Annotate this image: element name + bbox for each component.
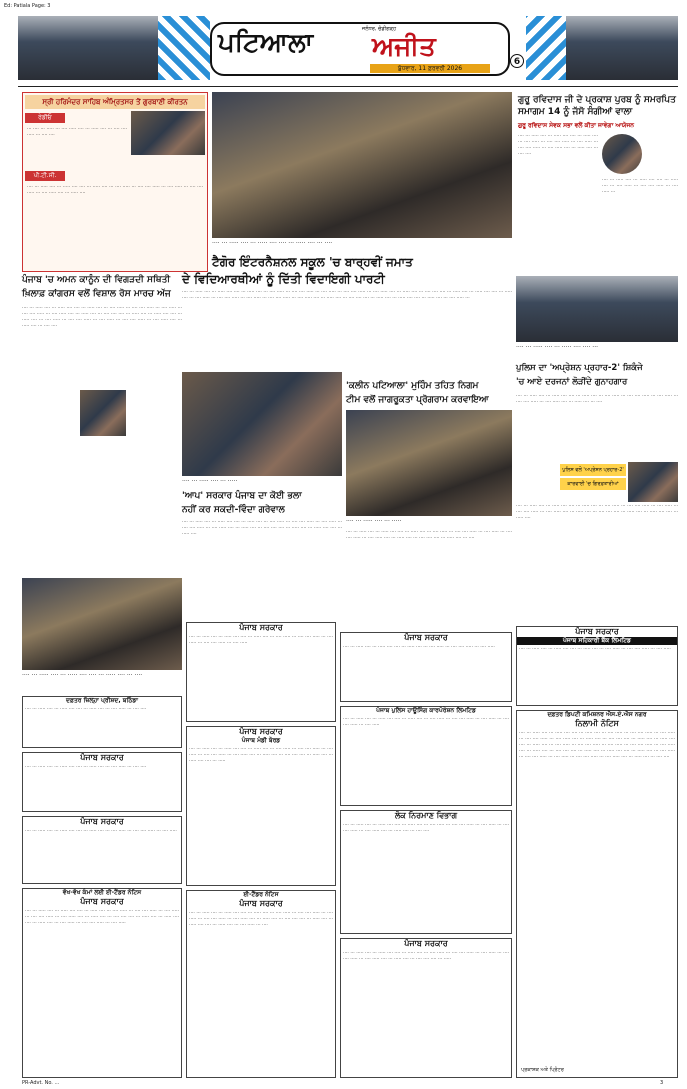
- ad-punjab-5-title: ਪੰਜਾਬ ਸਰਕਾਰ: [404, 939, 448, 948]
- ad-tender: ਵੱਖ-ਵੱਖ ਕੰਮਾਂ ਲਈ ਈ-ਟੈਂਡਰ ਨੋਟਿਸ ਪੰਜਾਬ ਸਰਕਾਰ ···· ··· ····· ···· ··· ····· ···· ···· ··· ····· ···· ··· ···· ····· ··· ···· ···· ····· ··· ···· ····· ··· ···· ···· ····· ··· ···· ····· ···· ··· ····· ···· ··· ···· ···· ···· ··· ····· ···· ··· ····· ···· ···· ··· ····· ···· ··· ···· ····· ··· ···· ···· ····· ··· ···· ·····: [22, 888, 182, 1078]
- ad-praja-title: ਪੰਜਾਬ ਪੁਲਿਸ ਹਾਊਸਿੰਗ ਕਾਰਪੋਰੇਸ਼ਨ ਲਿਮਟਿਡ: [376, 707, 476, 714]
- title-box: [210, 22, 510, 76]
- ad-punjab-1: ਪੰਜਾਬ ਸਰਕਾਰ ···· ··· ····· ···· ··· ····· ···· ···· ··· ····· ···· ··· ···· ····· ··· ···· ····: [22, 752, 182, 812]
- ad-etender-sub: ਪੰਜਾਬ ਸਰਕਾਰ: [239, 899, 283, 908]
- kirtan-tag-radio: ਰੇਡੀਓ: [25, 113, 65, 123]
- ad-etender-title: ਈ-ਟੈਂਡਰ ਨੋਟਿਸ: [243, 891, 279, 898]
- person-photo: [602, 134, 642, 174]
- ad-cantt-title: ਲੋਕ ਨਿਰਮਾਣ ਵਿਭਾਗ: [394, 811, 458, 820]
- ad-deputy-title: ਦਫ਼ਤਰ ਡਿਪਟੀ ਕਮਿਸ਼ਨਰ ਐਸ.ਏ.ਐਸ ਨਗਰ: [547, 711, 647, 718]
- masthead-rule: [18, 86, 678, 87]
- ravidas-subhead: ਗੁਰੂ ਰਵਿਦਾਸ ਸੇਵਕ ਸਭਾ ਵਲੋਂ ਕੀਤਾ ਜਾਵੇਗਾ ਆਯੋਜਨ: [518, 122, 634, 129]
- police-box-1: ਪੁਲਿਸ ਵਲੋਂ 'ਅਪ੍ਰੇਸ਼ਨ ਪ੍ਰਹਾਰ-2': [560, 464, 626, 476]
- ad-daftar: ਦਫ਼ਤਰ ਜ਼ਿਲ੍ਹਾ ਪ੍ਰੀਸ਼ਦ, ਬਠਿੰਡਾ ···· ··· ····· ···· ··· ····· ···· ···· ··· ····· ···· ··· ···· ····· ··· ···· ····: [22, 696, 182, 748]
- ad-tender-title: ਵੱਖ-ਵੱਖ ਕੰਮਾਂ ਲਈ ਈ-ਟੈਂਡਰ ਨੋਟਿਸ: [62, 889, 142, 896]
- ad-tender-sub: ਪੰਜਾਬ ਸਰਕਾਰ: [80, 897, 124, 906]
- kirtan-box: ਸ੍ਰੀ ਹਰਿਮੰਦਰ ਸਾਹਿਬ ਅੰਮ੍ਰਿਤਸਰ ਤੋਂ ਗੁਰਬਾਣੀ ਕੀਰਤਨ ਰੇਡੀਓ ··· ···· ··· ····· ··· ···· ····· ···· ··· ····· ···· ··· ···· ···· ····· ··· ···· ···· ਪੀ.ਟੀ.ਸੀ. ···· ··· ····· ···· ··· ····· ···· ···· ··· ····· ···· ··· ···· ····· ··· ···· ···· ····· ··· ···· ····· ··· ···· ···· ····· ··· ···· ····· ···· ··· ····· ····: [22, 92, 208, 272]
- ad-mandi-title: ਪੰਜਾਬ ਸਰਕਾਰ: [239, 727, 283, 736]
- ad-mandi: ਪੰਜਾਬ ਸਰਕਾਰ ਪੰਜਾਬ ਮੰਡੀ ਬੋਰਡ ···· ··· ····· ···· ··· ····· ···· ···· ··· ····· ···· ··· ···· ····· ··· ···· ···· ····· ··· ···· ····· ··· ···· ···· ····· ··· ···· ····· ···· ··· ····· ···· ··· ···· ···· ···· ··· ····· ···· ··· ····· ···· ···· ··· ·····: [186, 726, 336, 886]
- ad-punjab-4: ਪੰਜਾਬ ਸਰਕਾਰ ···· ··· ····· ···· ··· ····· ···· ···· ··· ····· ···· ··· ···· ····· ··· ···· ···· ····· ··· ···· ·····: [340, 632, 512, 702]
- ad-praja: ਪੰਜਾਬ ਪੁਲਿਸ ਹਾਊਸਿੰਗ ਕਾਰਪੋਰੇਸ਼ਨ ਲਿਮਟਿਡ ···· ··· ····· ···· ··· ····· ···· ···· ··· ····· ···· ··· ···· ····· ··· ···· ···· ····· ··· ···· ····· ··· ···· ···· ····· ··· ···· ·····: [340, 706, 512, 806]
- pattern-right: [526, 16, 566, 80]
- police-caption: ···· ··· ····· ···· ··· ····· ···· ···· ···: [516, 344, 599, 351]
- date-band: ਬੁੱਧਵਾਰ, 11 ਫ਼ਰਵਰੀ 2026: [370, 64, 490, 73]
- masthead: [18, 16, 678, 84]
- aap-headline-2: ਨਹੀਂ ਕਰ ਸਕਦੀ-ਵਿੰਦਾ ਗਰੇਵਾਲ: [182, 505, 285, 515]
- masthead-left-photo: [18, 16, 158, 80]
- kirtan-headline: ਸ੍ਰੀ ਹਰਿਮੰਦਰ ਸਾਹਿਬ ਅੰਮ੍ਰਿਤਸਰ ਤੋਂ ਗੁਰਬਾਣੀ ਕੀਰਤਨ: [25, 95, 205, 109]
- march-caption: ···· ··· ····· ···· ··· ····· ···· ···· ··· ····· ···· ··· ····: [22, 672, 143, 679]
- police-headline-2: 'ਚ ਆਏ ਦਰਜਨਾਂ ਲੋੜੀਂਦੇ ਗੁਨਾਹਗਾਰ: [516, 377, 628, 387]
- clean-headline-2: ਟੀਮ ਵਲੋਂ ਜਾਗਰੂਕਤਾ ਪ੍ਰੋਗਰਾਮ ਕਰਵਾਇਆ: [346, 395, 489, 405]
- city-title: ਪਟਿਆਲਾ: [218, 28, 314, 58]
- ad-punjab-5: ਪੰਜਾਬ ਸਰਕਾਰ ···· ··· ····· ···· ··· ····· ···· ···· ··· ····· ···· ··· ···· ····· ··· ···· ···· ····· ··· ···· ····· ··· ···· ···· ····· ··· ···· ····· ···· ··· ····· ···· ··· ···· ···· ···· ··· ·····: [340, 938, 512, 1078]
- accused-photo: [628, 462, 678, 502]
- ad-mohali-title: ਪੰਜਾਬ ਸਰਕਾਰ: [575, 627, 619, 636]
- paper-logo: ਅਜੀਤ: [372, 32, 436, 62]
- print-slug: Ed: Patiala Page: 3: [4, 3, 51, 9]
- pattern-left: [158, 16, 210, 80]
- ad-deputy-sub: ਨਿਲਾਮੀ ਨੋਟਿਸ: [575, 719, 619, 728]
- amn-photo: [80, 390, 126, 436]
- police-box-2: ਕਾਰਵਾਈ 'ਚ ਗਿਰਫ਼ਤਾਰੀਆਂ: [560, 478, 626, 490]
- masthead-right-photo: [566, 16, 678, 80]
- ad-deputy: ਦਫ਼ਤਰ ਡਿਪਟੀ ਕਮਿਸ਼ਨਰ ਐਸ.ਏ.ਐਸ ਨਗਰ ਨਿਲਾਮੀ ਨੋਟਿਸ ···· ··· ····· ···· ··· ····· ···· ···· ··· ····· ···· ··· ···· ····· ··· ···· ···· ····· ··· ···· ····· ··· ···· ···· ····· ··· ···· ····· ···· ··· ····· ···· ··· ···· ···· ···· ··· ····· ···· ··· ····· ···· ···· ··· ····· ···· ··· ···· ····· ··· ···· ···· ····· ··· ···· ····· ··· ···· ···· ····· ··· ···· ····· ···· ··· ····· ···· ··· ···· ···· ···· ··· ····· ···· ··· ····· ···· ···· ··· ····· ···· ··· ···· ····· ··· ···· ···· ····· ··· ···· ····· ··· ···· ···· ····· ··· ···· ····· ···· ··· ····· ···· ··· ···· ···· ਪ੍ਰਕਾਸ਼ਕ ਅਤੇ ਪ੍ਰਿੰਟਰ: [516, 710, 678, 1078]
- clean-photo: [346, 410, 512, 516]
- ad-punjab-2: ਪੰਜਾਬ ਸਰਕਾਰ ···· ··· ····· ···· ··· ····· ···· ···· ··· ····· ···· ··· ···· ····· ··· ···· ···· ····· ··· ···· ·····: [22, 816, 182, 884]
- tagore-headline-1: ਟੈਗੋਰ ਇੰਟਰਨੈਸ਼ਨਲ ਸਕੂਲ 'ਚ ਬਾਰ੍ਹਵੀਂ ਜਮਾਤ: [212, 255, 413, 269]
- page-number: 6: [510, 54, 524, 68]
- tagore-headline-2: ਦੇ ਵਿਦਿਆਰਥੀਆਂ ਨੂੰ ਦਿੱਤੀ ਵਿਦਾਇਗੀ ਪਾਰਟੀ: [182, 272, 385, 286]
- printer-line: ਪ੍ਰਕਾਸ਼ਕ ਅਤੇ ਪ੍ਰਿੰਟਰ: [521, 1067, 564, 1073]
- ad-mohali: ਪੰਜਾਬ ਸਰਕਾਰ ਪੰਜਾਬ ਸਹਿਕਾਰੀ ਬੈਂਕ ਲਿਮਟਿਡ ···· ··· ····· ···· ··· ····· ···· ···· ··· ····· ···· ··· ···· ····· ··· ···· ···· ····· ··· ···· ·····: [516, 626, 678, 706]
- ravidas-headline: ਗੁਰੂ ਰਵਿਦਾਸ ਜੀ ਦੇ ਪ੍ਰਕਾਸ਼ ਪੁਰਬ ਨੂੰ ਸਮਰਪਿਤ ਸਮਾਗਮ 14 ਨੂੰ ਜੱਸੋ ਸੰਗੀਆਂ ਵਾਲਾ: [518, 95, 676, 117]
- ad-punjab-2-title: ਪੰਜਾਬ ਸਰਕਾਰ: [80, 817, 124, 826]
- ad-punjab-1-title: ਪੰਜਾਬ ਸਰਕਾਰ: [80, 753, 124, 762]
- ad-punjab-3-title: ਪੰਜਾਬ ਸਰਕਾਰ: [239, 623, 283, 632]
- amn-headline-2: ਖ਼ਿਲਾਫ਼ ਕਾਂਗਰਸ ਵਲੋਂ ਵਿਸ਼ਾਲ ਰੋਸ ਮਾਰਚ ਅੱਜ: [22, 289, 171, 299]
- edition-line: ਜਲੰਧਰ, ਚੰਡੀਗੜ੍ਹ: [362, 26, 397, 32]
- march-photo: [22, 578, 182, 670]
- ad-etender: ਈ-ਟੈਂਡਰ ਨੋਟਿਸ ਪੰਜਾਬ ਸਰਕਾਰ ···· ··· ····· ···· ··· ····· ···· ···· ··· ····· ···· ··· ···· ····· ··· ···· ···· ····· ··· ···· ····· ··· ···· ···· ····· ··· ···· ····· ···· ··· ····· ···· ··· ···· ···· ···· ··· ····· ···· ··· ····· ···· ···· ··· ····· ···· ··· ···· ····· ··· ····: [186, 890, 336, 1078]
- farewell-photo: [212, 92, 512, 238]
- ad-punjab-3: ਪੰਜਾਬ ਸਰਕਾਰ ···· ··· ····· ···· ··· ····· ···· ···· ··· ····· ···· ··· ···· ····· ··· ···· ···· ····· ··· ···· ····· ··· ···· ···· ····· ··· ···· ·····: [186, 622, 336, 722]
- ad-daftar-title: ਦਫ਼ਤਰ ਜ਼ਿਲ੍ਹਾ ਪ੍ਰੀਸ਼ਦ, ਬਠਿੰਡਾ: [66, 697, 138, 704]
- ad-cantt: ਲੋਕ ਨਿਰਮਾਣ ਵਿਭਾਗ ···· ··· ····· ···· ··· ····· ···· ···· ··· ····· ···· ··· ···· ····· ··· ···· ···· ····· ··· ···· ····· ··· ···· ···· ····· ··· ···· ····· ···· ··· ····· ···· ··· ···· ····: [340, 810, 512, 934]
- ad-mandi-sub: ਪੰਜਾਬ ਮੰਡੀ ਬੋਰਡ: [241, 737, 281, 744]
- aap-photo: [182, 372, 342, 476]
- footer-page: 3: [660, 1080, 664, 1086]
- clean-caption: ···· ··· ····· ···· ··· ·····: [346, 518, 402, 525]
- clean-headline-1: 'ਕਲੀਨ ਪਟਿਆਲਾ' ਮੁਹਿੰਮ ਤਹਿਤ ਨਿਗਮ: [346, 381, 479, 391]
- police-photo: [516, 276, 678, 342]
- ad-mohali-sub: ਪੰਜਾਬ ਸਹਿਕਾਰੀ ਬੈਂਕ ਲਿਮਟਿਡ: [517, 637, 677, 645]
- amn-headline-1: ਪੰਜਾਬ 'ਚ ਅਮਨ ਕਾਨੂੰਨ ਦੀ ਵਿਗੜਦੀ ਸਥਿਤੀ: [22, 275, 171, 285]
- kirtan-tag-ptc: ਪੀ.ਟੀ.ਸੀ.: [25, 171, 65, 181]
- golden-temple-photo: [131, 111, 205, 155]
- aap-headline-1: 'ਆਪ' ਸਰਕਾਰ ਪੰਜਾਬ ਦਾ ਕੋਈ ਭਲਾ: [182, 491, 302, 501]
- footer-left: PR-Advt. No. ...: [22, 1080, 60, 1086]
- farewell-caption: ···· ··· ····· ···· ··· ····· ···· ···· ··· ····· ···· ··· ····: [212, 240, 333, 247]
- aap-caption: ···· ··· ····· ···· ··· ·····: [182, 478, 238, 485]
- ad-punjab-4-title: ਪੰਜਾਬ ਸਰਕਾਰ: [404, 633, 448, 642]
- police-headline-1: ਪੁਲਿਸ ਦਾ 'ਅਪ੍ਰੇਸ਼ਨ ਪ੍ਰਹਾਰ-2' ਸ਼ਿਕੰਜੇ: [516, 363, 643, 373]
